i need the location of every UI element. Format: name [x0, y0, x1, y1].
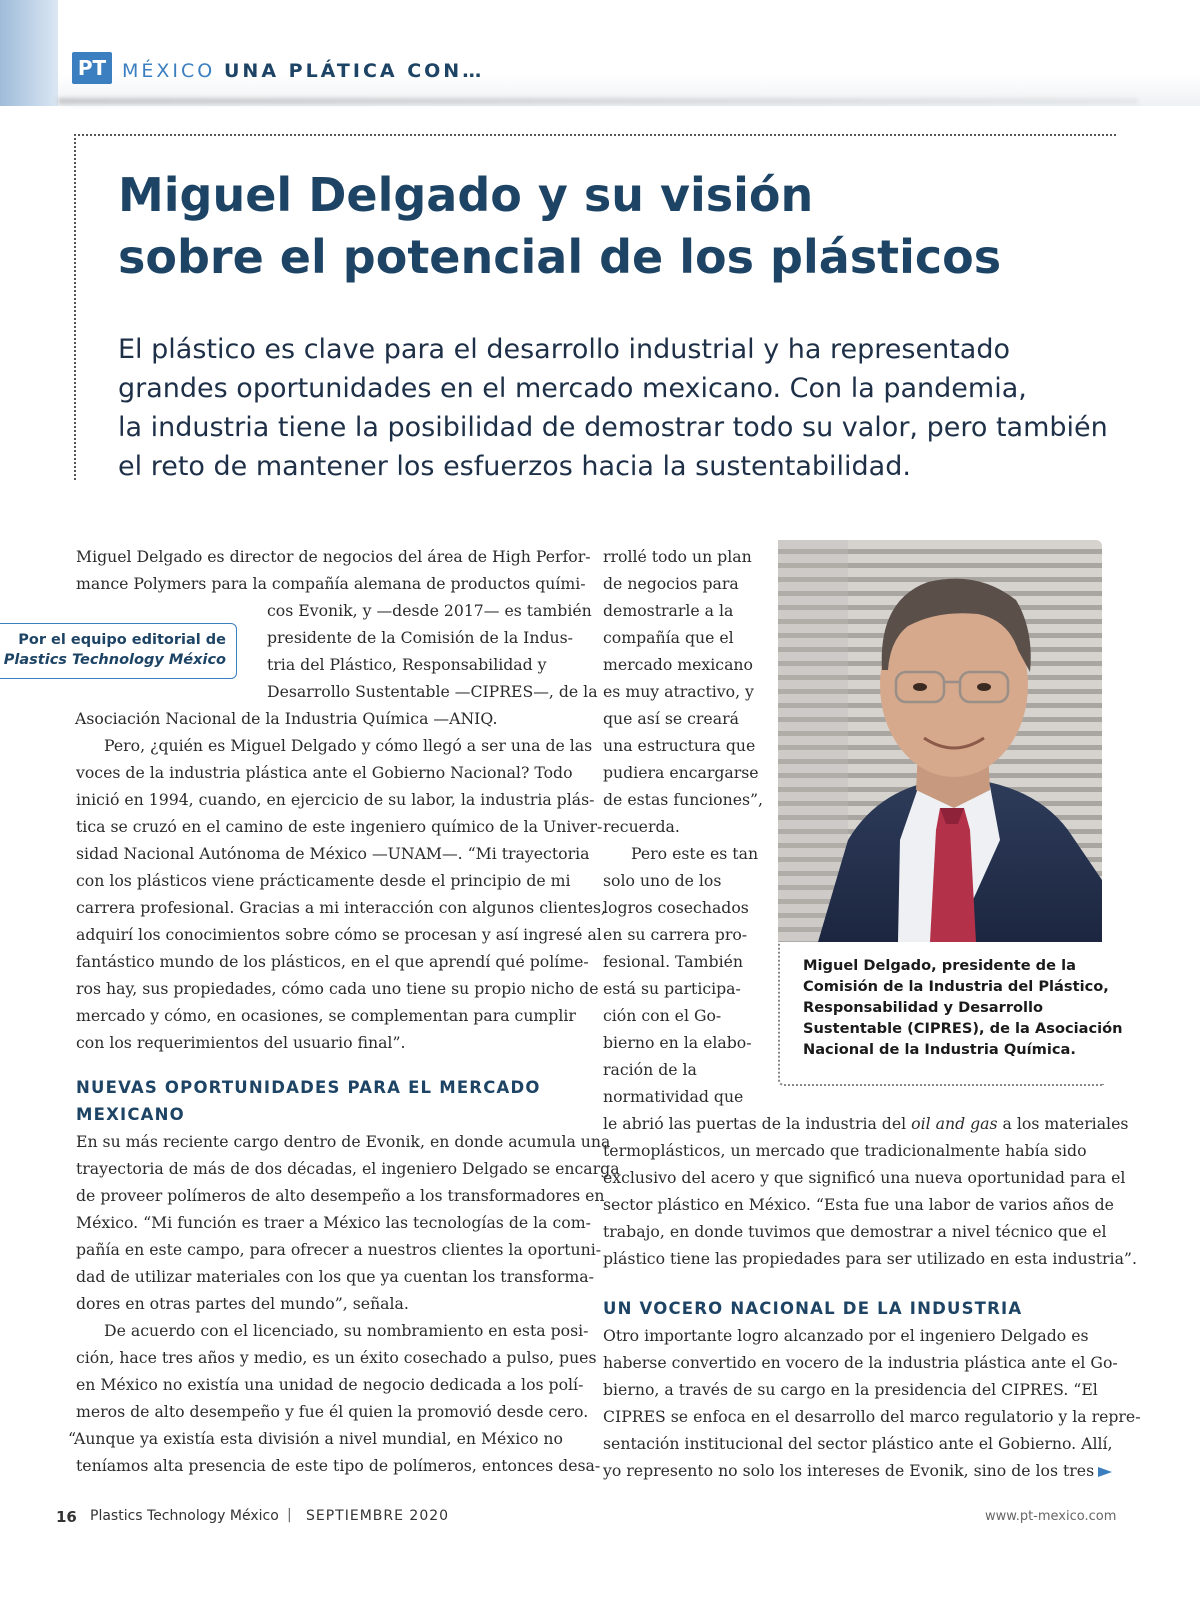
- text-line: de estas funciones”,: [603, 790, 764, 809]
- text-line: ros hay, sus propiedades, cómo cada uno tiene su propio nicho de: [76, 979, 599, 998]
- caption-line: Comisión de la Industria del Plástico,: [803, 978, 1109, 995]
- text-line: compañía que el: [603, 628, 734, 647]
- text-line: cos Evonik, y —desde 2017— es también: [267, 601, 592, 620]
- caption-line: Nacional de la Industria Química.: [803, 1041, 1076, 1058]
- header-left-strip: [0, 0, 58, 106]
- footer-magazine: Plastics Technology México: [90, 1508, 279, 1524]
- text-segment: yo represento no solo los intereses de Evonik, sino de los tres: [603, 1461, 1095, 1480]
- continue-arrow-icon: [1098, 1467, 1112, 1477]
- byline-line-2: Plastics Technology México: [3, 652, 226, 668]
- text-line: Otro importante logro alcanzado por el ingeniero Delgado es: [603, 1326, 1089, 1345]
- text-line: sidad Nacional Autónoma de México —UNAM—. “Mi trayectoria: [76, 844, 590, 863]
- article-title: [118, 164, 1118, 288]
- text-line: una estructura que: [603, 736, 756, 755]
- photo-caption: [803, 955, 1123, 1060]
- text-line: pudiera encargarse: [603, 763, 759, 782]
- caption-line: Sustentable (CIPRES), de la Asociación: [803, 1020, 1123, 1037]
- paragraph: [75, 543, 598, 732]
- paragraph: [603, 1322, 1141, 1484]
- title-line-2: sobre el potencial de los plásticos: [118, 230, 1002, 284]
- text-line: trayectoria de más de dos décadas, el ingeniero Delgado se encarga: [76, 1159, 620, 1178]
- text-line: dores en otras partes del mundo”, señala.: [76, 1294, 409, 1313]
- heading-line: UN VOCERO NACIONAL DE LA INDUSTRIA: [603, 1299, 1023, 1318]
- text-line: mercado mexicano: [603, 655, 753, 674]
- left-column: [68, 543, 620, 1479]
- text-line: carrera profesional. Gracias a mi interacción con algunos clientes,: [76, 898, 607, 917]
- pt-logo: PT: [72, 52, 112, 84]
- subtitle-line: el reto de mantener los esfuerzos hacia la sustentabilidad.: [118, 451, 911, 482]
- paragraph: [76, 1128, 620, 1317]
- text-line: Miguel Delgado es director de negocios del área de High Perfor-: [76, 547, 591, 566]
- portrait-illustration: [778, 540, 1102, 942]
- text-line: solo uno de los: [603, 871, 722, 890]
- header-shadow: [58, 98, 1138, 104]
- text-line: de negocios para: [603, 574, 739, 593]
- text-line: adquirí los conocimientos sobre cómo se procesan y así ingresé al: [76, 925, 602, 944]
- text-line: dad de utilizar materiales con los que ya cuentan los transforma-: [76, 1267, 594, 1286]
- text-line: Pero, ¿quién es Miguel Delgado y cómo llegó a ser una de las: [104, 736, 593, 755]
- text-line: ración de la: [603, 1060, 697, 1079]
- text-line: bierno, a través de su cargo en la presidencia del CIPRES. “El: [603, 1380, 1098, 1399]
- text-line: demostrarle a la: [603, 601, 734, 620]
- text-line: rrollé todo un plan: [603, 547, 752, 566]
- header-country: MÉXICO: [122, 60, 216, 82]
- text-line: “Aunque ya existía esta división a nivel mundial, en México no: [68, 1429, 563, 1448]
- text-line: CIPRES se enfoca en el desarrollo del marco regulatorio y la repre-: [603, 1407, 1141, 1426]
- footer-date: SEPTIEMBRE 2020: [306, 1508, 450, 1524]
- text-line: es muy atractivo, y: [603, 682, 754, 701]
- heading-line: NUEVAS OPORTUNIDADES PARA EL MERCADO: [76, 1078, 541, 1097]
- text-line: sentación institucional del sector plástico ante el Gobierno. Allí,: [603, 1434, 1113, 1453]
- byline-line-1: Por el equipo editorial de: [18, 632, 226, 648]
- text-line: en México no existía una unidad de negocio dedicada a los polí-: [76, 1375, 584, 1394]
- text-line: de proveer polímeros de alto desempeño a los transformadores en: [76, 1186, 605, 1205]
- footer-separator: |: [287, 1507, 292, 1523]
- text-segment: a los materiales: [997, 1114, 1129, 1133]
- text-line: tria del Plástico, Responsabilidad y: [267, 655, 547, 674]
- text-line: México. “Mi función es traer a México las tecnologías de la com-: [76, 1213, 591, 1232]
- text-line: en su carrera pro-: [603, 925, 748, 944]
- heading-line: MEXICANO: [76, 1105, 185, 1124]
- portrait-photo: [778, 540, 1102, 942]
- title-line-1: Miguel Delgado y su visión: [118, 168, 814, 222]
- text-line: Desarrollo Sustentable —CIPRES—, de la: [267, 682, 598, 701]
- text-line: [603, 1110, 1129, 1137]
- section-heading: [76, 1074, 576, 1128]
- subtitle-line: grandes oportunidades en el mercado mexicano. Con la pandemia,: [118, 373, 1027, 404]
- text-line: bierno en la elabo-: [603, 1033, 752, 1052]
- text-line: mercado y cómo, en ocasiones, se complementan para cumplir: [76, 1006, 576, 1025]
- paragraph: [76, 732, 607, 1056]
- text-line: ción, hace tres años y medio, es un éxito cosechado a pulso, pues: [76, 1348, 597, 1367]
- text-line: presidente de la Comisión de la Indus-: [267, 628, 573, 647]
- page-number: 16: [56, 1508, 77, 1526]
- text-line: ción con el Go-: [603, 1006, 722, 1025]
- text-line: con los plásticos viene prácticamente desde el principio de mi: [76, 871, 571, 890]
- text-line: Pero este es tan: [631, 844, 759, 863]
- text-line: fantástico mundo de los plásticos, en el que aprendí qué políme-: [76, 952, 589, 971]
- text-line: trabajo, en donde tuvimos que demostrar a nivel técnico que el: [603, 1222, 1107, 1241]
- text-line: haberse convertido en vocero de la industria plástica ante el Go-: [603, 1353, 1118, 1372]
- footer-website-link[interactable]: www.pt-mexico.com: [985, 1509, 1117, 1524]
- text-line: está su participa-: [603, 979, 741, 998]
- caption-line: Responsabilidad y Desarrollo: [803, 999, 1044, 1016]
- text-line: En su más reciente cargo dentro de Evonik, en donde acumula una: [76, 1132, 611, 1151]
- text-line: con los requerimientos del usuario final”.: [76, 1033, 406, 1052]
- text-line: tica se cruzó en el camino de este ingeniero químico de la Univer-: [76, 817, 603, 836]
- text-line: mance Polymers para la compañía alemana de productos quími-: [76, 574, 586, 593]
- text-line: pañía en este campo, para ofrecer a nuestros clientes la oportuni-: [76, 1240, 602, 1259]
- subtitle-line: El plástico es clave para el desarrollo industrial y ha representado: [118, 334, 1010, 365]
- text-line: voces de la industria plástica ante el Gobierno Nacional? Todo: [76, 763, 573, 782]
- text-line: inició en 1994, cuando, en ejercicio de su labor, la industria plás-: [76, 790, 595, 809]
- article-subtitle: [118, 330, 1118, 486]
- caption-line: Miguel Delgado, presidente de la: [803, 957, 1076, 974]
- text-line: que así se creará: [603, 709, 739, 728]
- text-line: exclusivo del acero y que significó una nueva oportunidad para el: [603, 1168, 1126, 1187]
- text-line: termoplásticos, un mercado que tradicionalmente había sido: [603, 1141, 1087, 1160]
- text-line: [603, 1457, 1103, 1484]
- header-band: [0, 0, 1200, 106]
- text-line: logros cosechados: [603, 898, 749, 917]
- text-line: recuerda.: [603, 817, 680, 836]
- text-line: De acuerdo con el licenciado, su nombramiento en esta posi-: [104, 1321, 589, 1340]
- text-line: fesional. También: [603, 952, 743, 971]
- header-section: UNA PLÁTICA CON…: [224, 60, 485, 82]
- text-line: sector plástico en México. “Esta fue una labor de varios años de: [603, 1195, 1114, 1214]
- paragraph: [68, 1317, 601, 1479]
- section-heading: [603, 1295, 1103, 1322]
- text-segment: le abrió las puertas de la industria del: [603, 1114, 912, 1133]
- italic-term: oil and gas: [911, 1114, 998, 1133]
- text-line: teníamos alta presencia de este tipo de polímeros, entonces desa-: [76, 1456, 601, 1475]
- text-line: Asociación Nacional de la Industria Química —ANIQ.: [75, 709, 498, 728]
- text-line: meros de alto desempeño y fue él quien la promovió desde cero.: [76, 1402, 589, 1421]
- subtitle-line: la industria tiene la posibilidad de demostrar todo su valor, pero también: [118, 412, 1108, 443]
- text-line: normatividad que: [603, 1087, 744, 1106]
- text-line: plástico tiene las propiedades para ser utilizado en esta industria”.: [603, 1249, 1137, 1268]
